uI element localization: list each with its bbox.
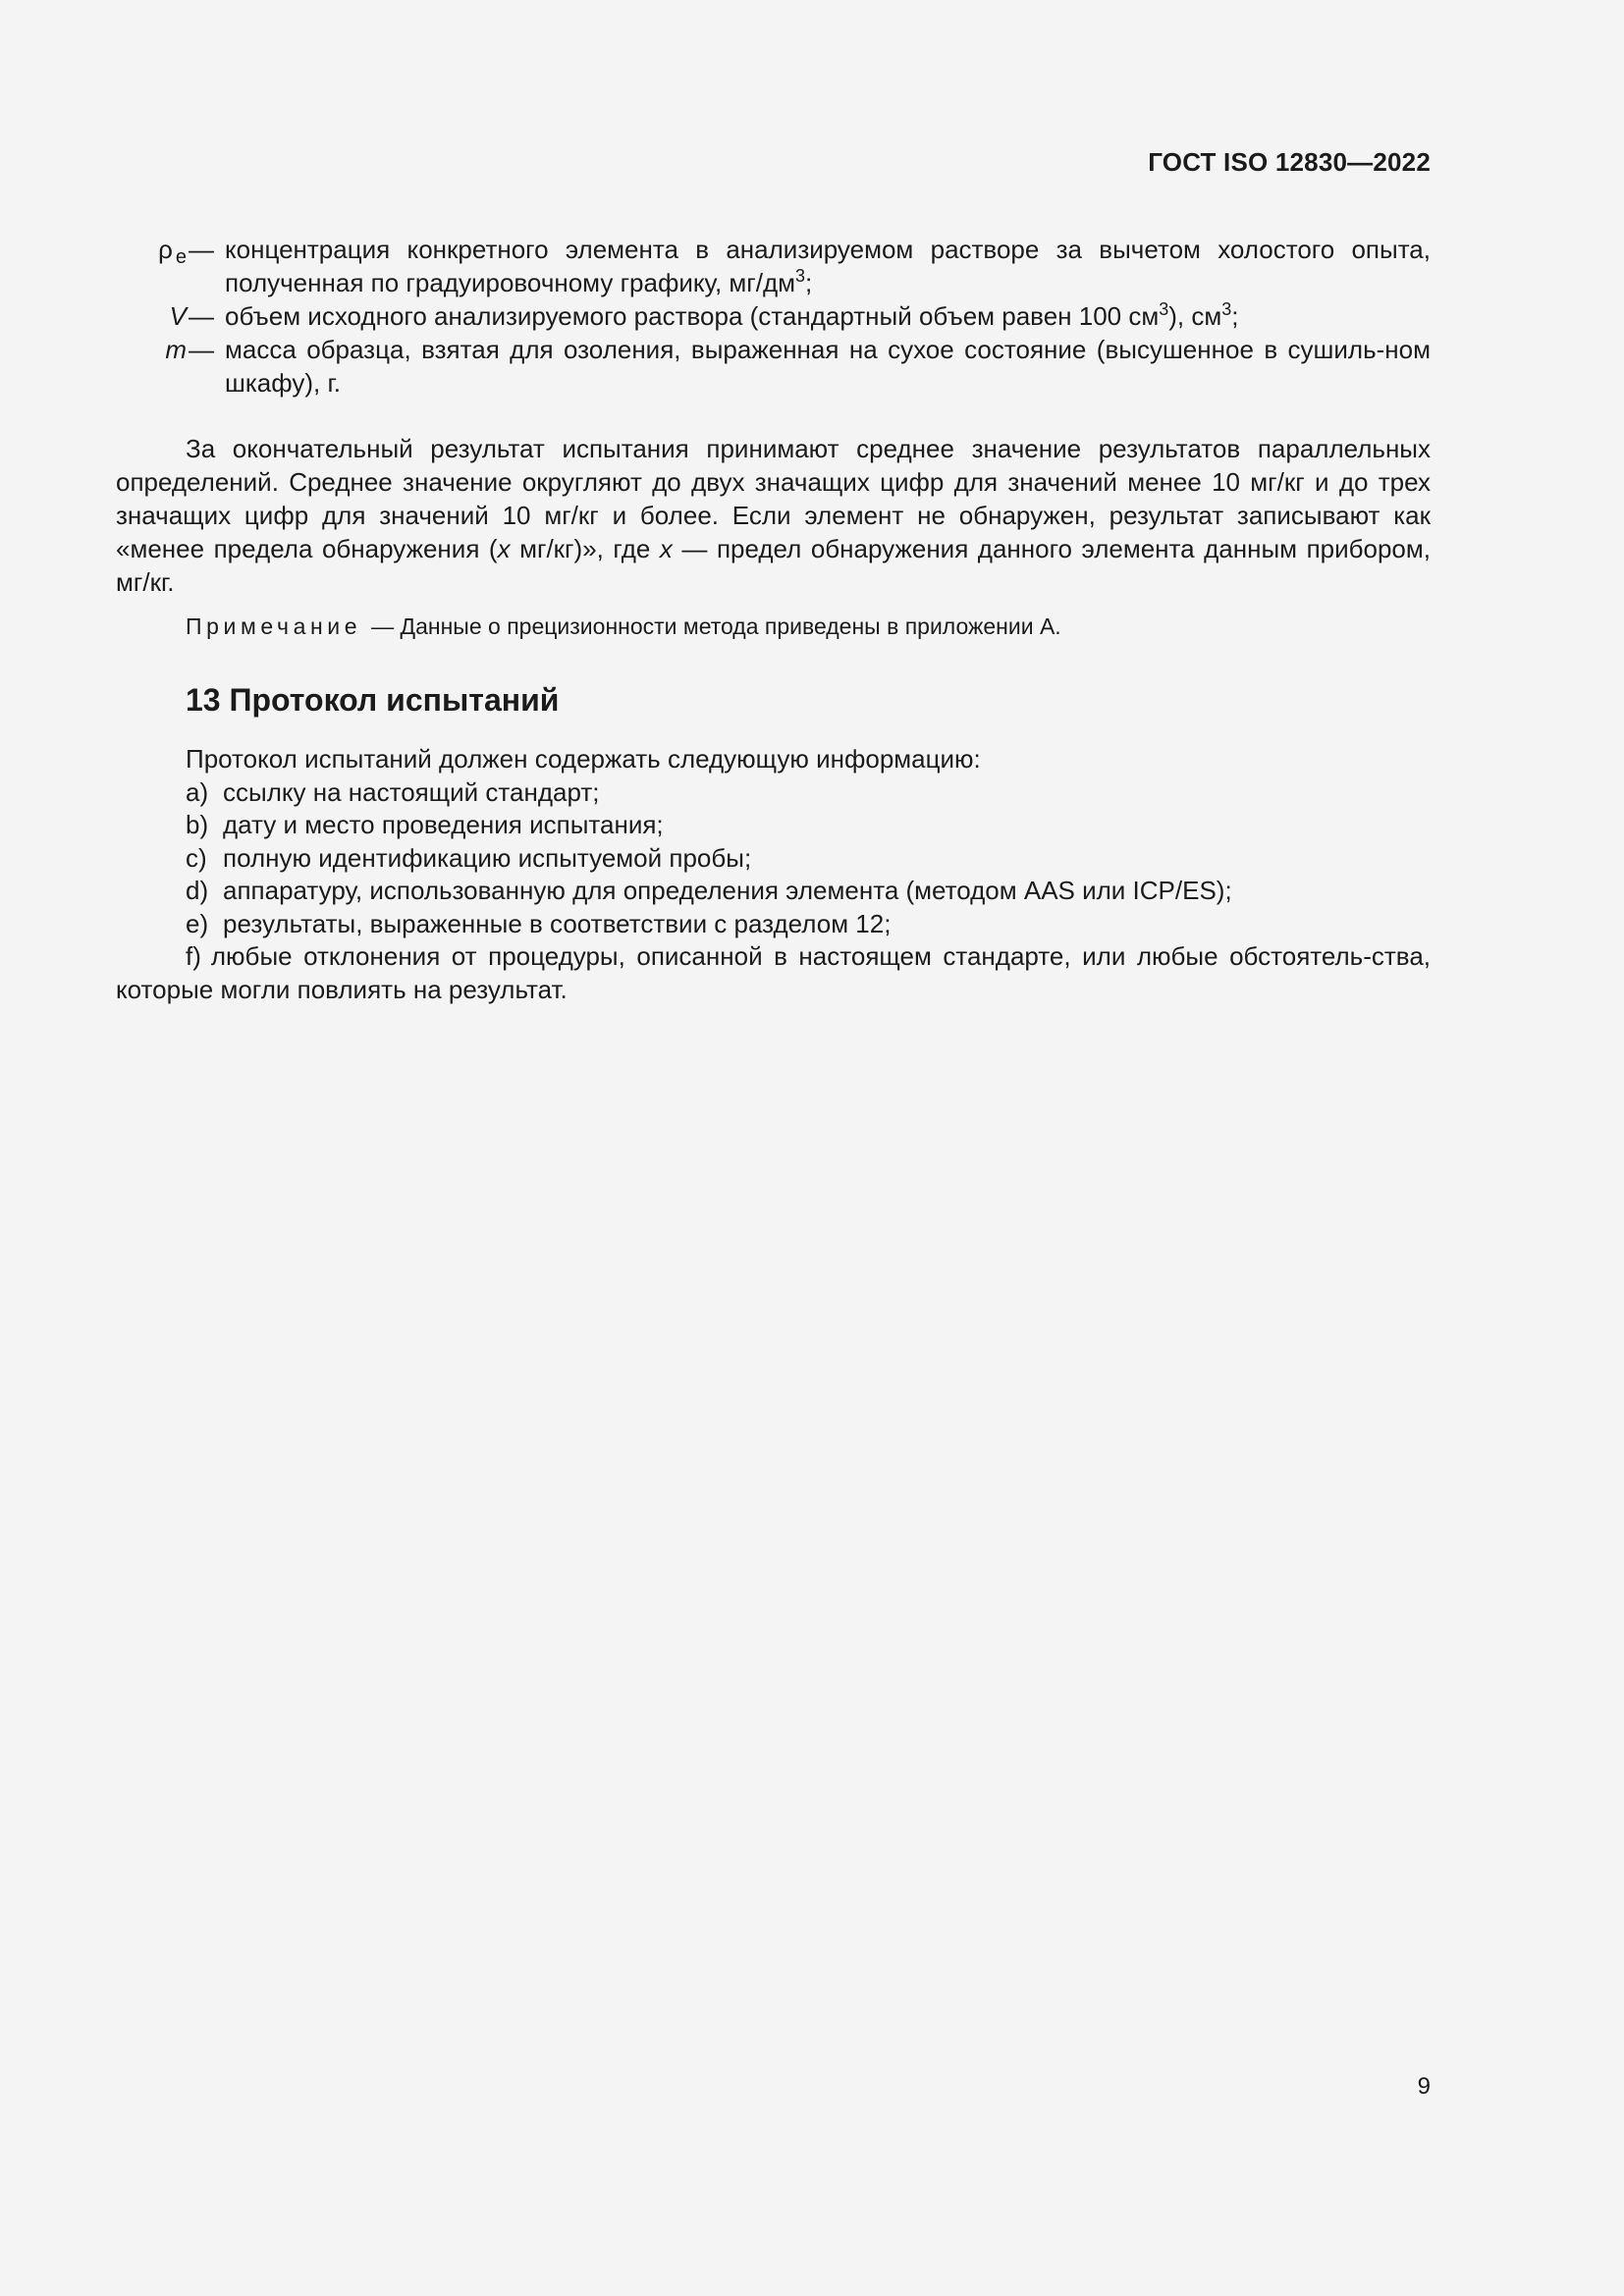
variable-row-v bbox=[116, 299, 1431, 333]
list-item: a) ссылку на настоящий стандарт; bbox=[186, 776, 600, 807]
note-label: Примечание bbox=[186, 614, 362, 639]
list-item: e) результаты, выраженные в соответствии с разделом 12; bbox=[186, 908, 892, 938]
section-heading: 13 Протокол испытаний bbox=[186, 682, 560, 718]
variable-symbol: ρ $_e$ bbox=[158, 235, 187, 268]
variable-definitions bbox=[116, 233, 1431, 400]
list-item: b) дату и место проведения испытания; bbox=[186, 810, 664, 839]
page-number: 9 bbox=[1417, 2073, 1431, 2100]
variable-dash: — bbox=[189, 235, 214, 264]
document-header: ГОСТ ISO 12830—2022 bbox=[1148, 147, 1431, 177]
list-item: f) любые отклонения от процедуры, описанной в настоящем стандарте, или любые обстоятель-ства, которые могли повлиять на результат. bbox=[116, 941, 1431, 1004]
list-item: d) аппаратуру, использованную для определения элемента (методом AAS или ICP/ES); bbox=[186, 876, 1232, 905]
variable-symbol: m bbox=[165, 335, 187, 364]
variable-description: объем исходного анализируемого раствора (стандартный объем равен 100 $см^3$), $см^3$; bbox=[225, 299, 1239, 331]
variable-symbol: V bbox=[169, 301, 187, 331]
precision-note bbox=[186, 612, 1061, 641]
variable-row-rho bbox=[116, 233, 1431, 299]
protocol-list bbox=[116, 743, 1431, 1006]
list-item: c) полную идентификацию испытуемой пробы; bbox=[186, 842, 752, 873]
variable-dash: — bbox=[189, 301, 214, 331]
document-page bbox=[116, 0, 1431, 2296]
final-result-paragraph: За окончательный результат испытания принимают среднее значение результатов параллельных определений. Среднее значение округляют до двух значащих цифр для значений менее 10 мг/кг и до трех значащих цифр для значений 10 мг/кг и более. Если элемент не обнаружен, результат записывают как «менее предела обнаружения (x мг/кг)», где x — предел обнаружения данного элемента данным прибором, мг/кг. bbox=[116, 434, 1431, 597]
protocol-intro: Протокол испытаний должен содержать следующую информацию: bbox=[186, 744, 981, 774]
variable-dash: — bbox=[189, 335, 214, 364]
variable-description: концентрация конкретного элемента в анализируемом растворе за вычетом холостого опыта, полученная по градуировочному графику, $мг/дм^3$; bbox=[225, 235, 1431, 297]
variable-row-m bbox=[116, 333, 1431, 400]
variable-description: масса образца, взятая для озоления, выраженная на сухое состояние (высушенное в сушиль-ном шкафу), г. bbox=[225, 335, 1431, 398]
note-text: — Данные о прецизионности метода приведены в приложении А. bbox=[371, 614, 1061, 639]
